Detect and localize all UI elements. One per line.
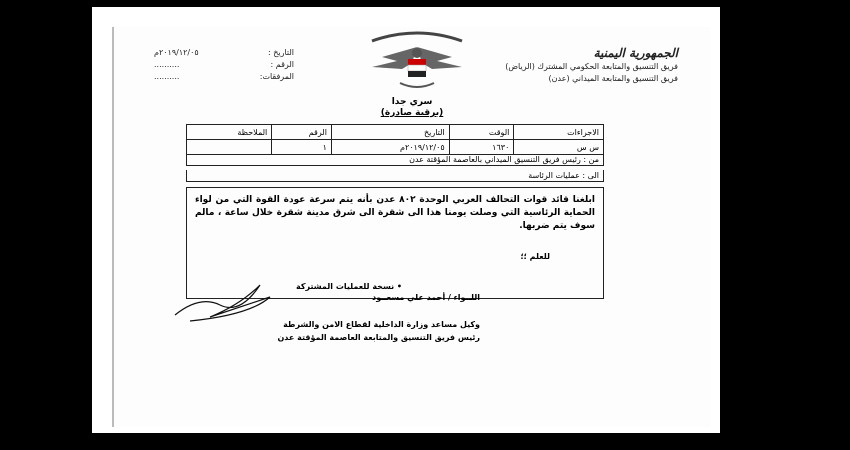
signatory-title-2: رئيس فريق التنسيق والمتابعة العاصمة المؤقتة عدن [277, 333, 480, 342]
cell-date: ٢٠١٩/١٢/٠٥م [331, 140, 449, 155]
cell-notes [187, 140, 272, 155]
classification-level: سري جدا [391, 97, 433, 107]
date-value: ٢٠١٩/١٢/٠٥م [154, 48, 199, 57]
table-header-row [187, 125, 604, 140]
from-line: من : رئيس فريق التنسيق الميداني بالعاصمة المؤقتة عدن [186, 154, 604, 166]
signatory-name: اللــواء / أحمد علي مسعــود [372, 293, 480, 302]
header-notes: الملاحظة [187, 125, 272, 140]
team-line-2: فريق التنسيق والمتابعة الميداني (عدن) [548, 74, 678, 83]
cell-number: ١ [272, 140, 332, 155]
eagle-emblem-icon [352, 27, 482, 93]
message-text: ابلغنا قائد قوات التحالف العربي الوحدة ٨٠٢ عدن بأنه يتم سرعة عودة القوة التي من لواء الحماية الرئاسية التي وصلت يومنا هذا الى شقرة الى شرق مدينة شقرة خلال ساعة ، مالم سوف يتم ضربها. [195, 195, 596, 231]
to-line: الى : عمليات الرئاسة [186, 170, 604, 182]
table-row [187, 140, 604, 155]
team-line-1: فريق التنسيق والمتابعة الحكومي المشترك (الرياض) [505, 62, 678, 71]
header-number: الرقم [272, 125, 332, 140]
for-knowledge: للعلم ؛؛ [520, 252, 550, 261]
header-procedures: الاجراءات [514, 125, 604, 140]
attachments-label: المرفقات: [259, 72, 294, 81]
cell-time: ١٦٣٠ [449, 140, 514, 155]
document-scan [92, 7, 720, 433]
classification-block [114, 97, 710, 119]
copy-to-text: نسخة للعمليات المشتركة [296, 282, 395, 291]
classification-type: (برقية صادرة) [380, 108, 444, 118]
signatory-title-1: وكيل مساعد وزارة الداخلية لقطاع الامن والشرطة [283, 320, 480, 329]
letterhead-right [478, 47, 678, 85]
header-date: التاريخ [331, 125, 449, 140]
copy-to: • نسخة للعمليات المشتركة [296, 282, 402, 291]
handwritten-signature [170, 275, 290, 325]
date-label: التاريخ : [267, 48, 294, 57]
header-time: الوقت [449, 125, 514, 140]
cell-procedures: س س [514, 140, 604, 155]
letterhead-left: التاريخ : ٢٠١٩/١٢/٠٥م الرقم : .......... المرفقات: .......... [154, 48, 294, 81]
number-label: الرقم : [270, 60, 294, 69]
republic-title: الجمهورية اليمنية [593, 46, 678, 60]
letter-page [112, 27, 710, 427]
telegram-info-table [186, 124, 604, 155]
